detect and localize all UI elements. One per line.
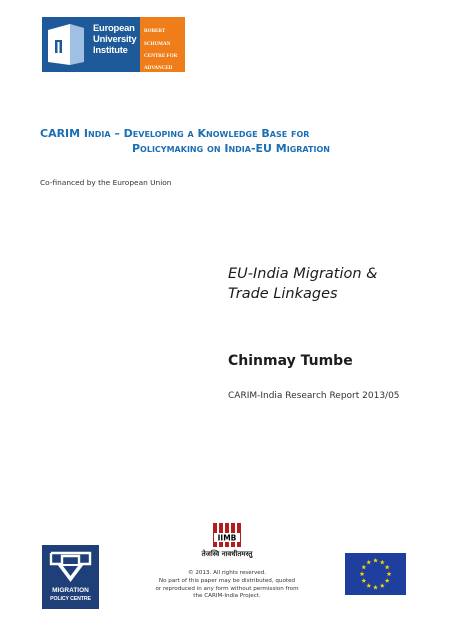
eu-flag-icon [345, 553, 406, 595]
eu-star-icon [373, 558, 378, 563]
eu-star-icon [361, 565, 366, 570]
report-title-line-1: EU-India Migration & [228, 266, 378, 282]
eui-logo-blue-panel [42, 17, 140, 72]
copyright-notice [112, 570, 342, 601]
rscas-word-1: ROBERT [144, 28, 166, 35]
report-title-line-2: Trade Linkages [228, 286, 338, 302]
mpc-wordmark [42, 587, 99, 603]
eu-star-icon [360, 571, 365, 576]
eu-star-icon [366, 560, 371, 565]
copyright-line-3: or reproduced in any form without permission from [155, 585, 299, 592]
rscas-wordmark [144, 22, 177, 90]
mpc-line-2: POLICY CENTRE [50, 596, 91, 602]
eu-star-icon [385, 578, 390, 583]
eu-star-icon [366, 583, 371, 588]
eui-word-3: Institute [93, 43, 128, 55]
project-title-line-1: CARIM India – Developing a Knowledge Base for [40, 127, 310, 140]
iimb-emblem-icon [198, 520, 256, 550]
copyright-line-4: the CARIM-India Project. [193, 593, 261, 600]
report-title [228, 264, 438, 304]
project-title-line-2: Policymaking on India-EU Migration [132, 142, 330, 155]
iimb-abbrev: IIMB [217, 533, 237, 543]
iimb-logo [198, 520, 256, 562]
rscas-word-2: SCHUMAN [144, 40, 171, 47]
eui-wordmark [93, 23, 136, 55]
eui-word-2: University [93, 32, 137, 44]
rscas-logo-orange-panel [140, 17, 185, 84]
eu-star-icon [361, 578, 366, 583]
eu-star-icon [385, 565, 390, 570]
report-series: CARIM-India Research Report 2013/05 [228, 391, 400, 401]
author-name: Chinmay Tumbe [228, 353, 353, 369]
project-title [40, 126, 440, 156]
rscas-word-3: CENTRE FOR [144, 53, 178, 60]
eu-star-icon [387, 571, 392, 576]
iimb-motto: तेजस्वि नावधीतमस्तु [201, 550, 253, 558]
eu-star-icon [380, 560, 385, 565]
eu-stars-ring [345, 553, 406, 595]
rscas-word-4: ADVANCED [144, 65, 173, 72]
eu-star-icon [380, 583, 385, 588]
eu-star-icon [373, 585, 378, 590]
cofinanced-note: Co-financed by the European Union [40, 178, 172, 187]
mpc-logo [42, 545, 99, 609]
copyright-line-1: © 2013. All rights reserved. [187, 570, 267, 576]
mpc-emblem-icon [48, 550, 93, 584]
copyright-line-2: No part of this paper may be distributed, quoted [158, 577, 296, 584]
eui-logo [42, 17, 185, 84]
rscas-word-5: STUDIES [144, 77, 166, 84]
eui-building-icon [46, 22, 86, 67]
eui-word-1: European [93, 22, 135, 33]
mpc-line-1: MIGRATION [52, 587, 89, 594]
